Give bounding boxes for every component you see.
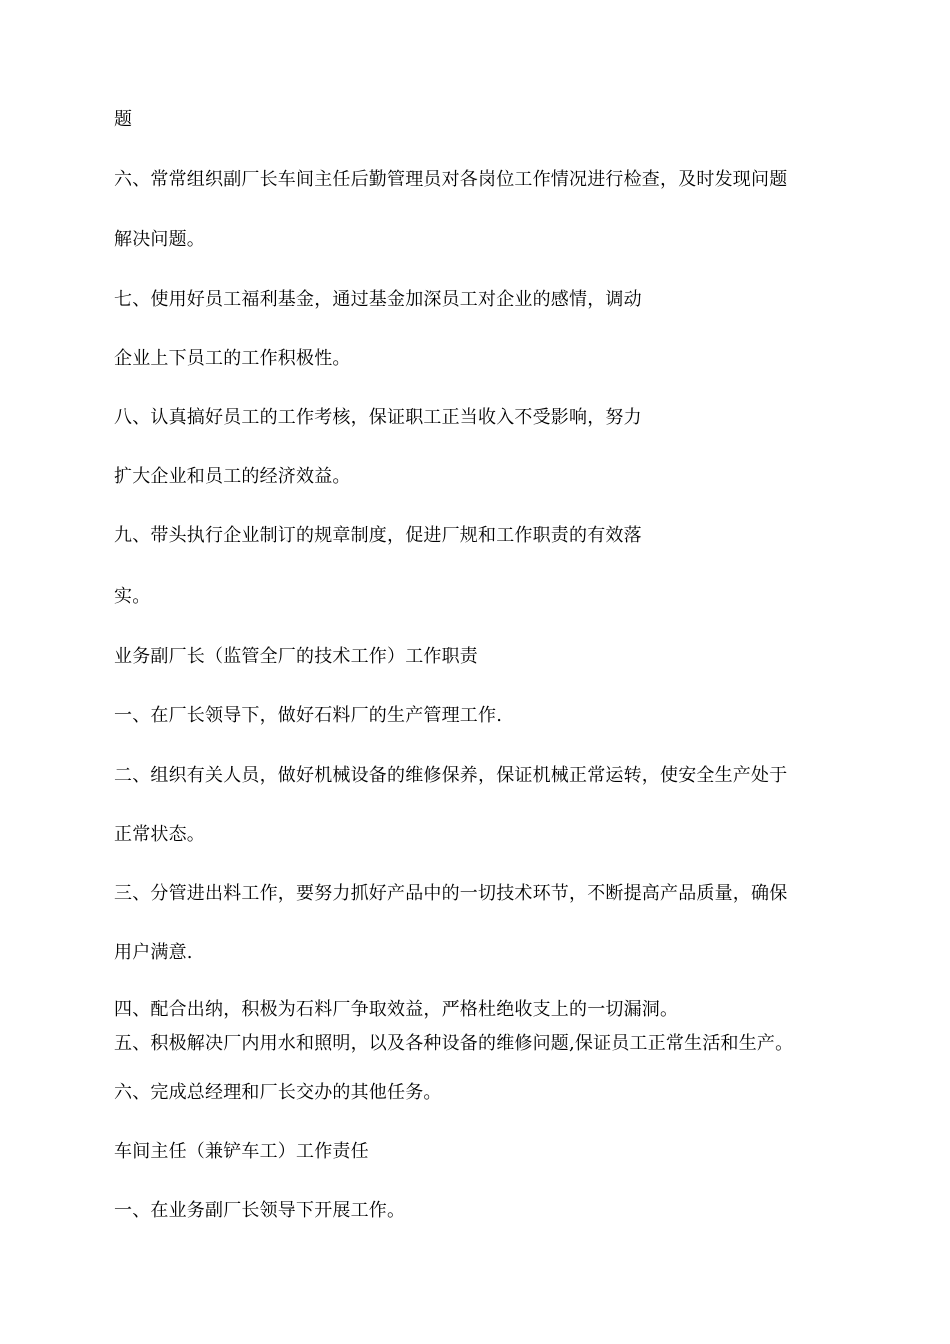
text-line: 一、在厂长领导下，做好石料厂的生产管理工作.: [114, 705, 503, 726]
text-line: 六、完成总经理和厂长交办的其他任务。: [114, 1082, 442, 1103]
text-line: 用户满意.: [114, 942, 193, 963]
text-line: 解决问题。: [114, 229, 205, 250]
text-line: 八、认真搞好员工的工作考核，保证职工正当收入不受影响，努力: [114, 407, 642, 428]
text-line: 九、带头执行企业制订的规章制度，促进厂规和工作职责的有效落: [114, 525, 642, 546]
text-line: 题: [114, 109, 133, 130]
text-line: 一、在业务副厂长领导下开展工作。: [114, 1200, 406, 1221]
text-line: 六、常常组织副厂长车间主任后勤管理员对各岗位工作情况进行检查，及时发现问题: [114, 169, 788, 190]
text-line: 七、使用好员工福利基金，通过基金加深员工对企业的感情，调动: [114, 289, 642, 310]
text-line: 企业上下员工的工作积极性。: [114, 348, 351, 369]
text-line: 实。: [114, 586, 151, 607]
section-heading: 业务副厂长（监管全厂的技术工作）工作职责: [114, 646, 478, 667]
section-heading: 车间主任（兼铲车工）工作责任: [114, 1141, 369, 1162]
text-line: 三、分管进出料工作，要努力抓好产品中的一切技术环节，不断提高产品质量，确保: [114, 883, 788, 904]
text-line: 二、组织有关人员，做好机械设备的维修保养，保证机械正常运转，使安全生产处于: [114, 765, 788, 786]
text-line: 五、积极解决厂内用水和照明，以及各种设备的维修问题,保证员工正常生活和生产。: [114, 1033, 794, 1054]
text-line: 正常状态。: [114, 824, 205, 845]
text-line: 扩大企业和员工的经济效益。: [114, 466, 351, 487]
text-line: 四、配合出纳，积极为石料厂争取效益，严格杜绝收支上的一切漏洞。: [114, 999, 679, 1020]
